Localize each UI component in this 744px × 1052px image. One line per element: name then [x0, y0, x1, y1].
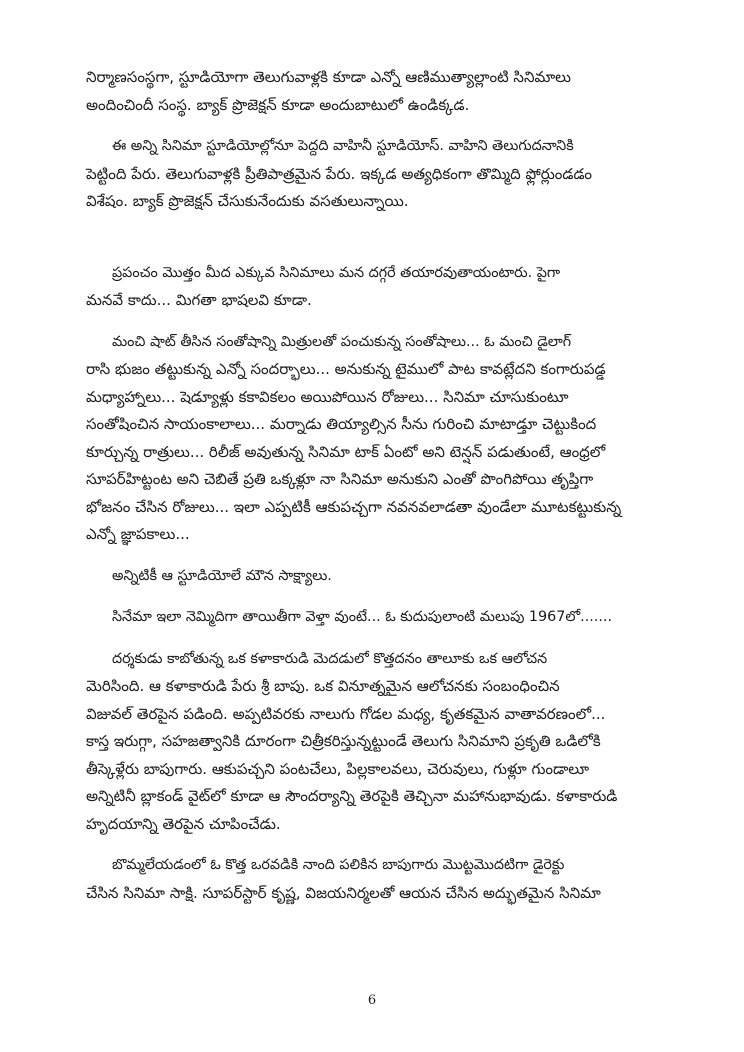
text-line: తీస్కెళ్లేరు బాపుగారు. ఆకుపచ్చని పంటచేలు, పిల్లకాలవలు, చెరువులు, గుళ్లూ గుండాలూ: [86, 759, 589, 778]
text-line: నిర్మాణసంస్థగా, స్టూడియోగా తెలుగువాళ్లకి కూడా ఎన్నో ఆణిముత్యాల్లాంటి సినిమాలు: [86, 68, 571, 86]
text-line: భోజనం చేసిన రోజులు... ఇలా ఎప్పటికీ ఆకుపచ్చగా నవనవలాడతా వుండేలా మూటకట్టుకున్న: [86, 497, 622, 516]
paragraph: [86, 646, 672, 839]
paragraph: [86, 852, 672, 907]
text-line: మెరిసింది. ఆ కళాకారుడి పేరు శ్రీ బాపు. ఒక వినూత్నమైన ఆలోచనకు సంబంధించిన: [86, 677, 560, 695]
text-line: విశేషం. బ్యాక్ ప్రొజెక్షన్ చేసుకునేందుకు వసతులున్నాయి.: [86, 192, 409, 210]
text-line: అందించిందీ సంస్థ. బ్యాక్ ప్రొజెక్షన్ కూడా అందుబాటులో ఉండిక్కడ.: [86, 95, 470, 114]
paragraph: [86, 260, 672, 315]
paragraph: [86, 64, 672, 119]
text-line: హృదయాన్ని తెరపైన చూపించేడు.: [86, 814, 281, 833]
text-line: బొమ్మలేయడంలో ఓ కొత్త ఒరవడికి నాంది పలికిన బాపుగారు మొట్టమొదటిగా డైరెక్టు: [112, 857, 565, 873]
text-line: సూపర్‌హిట్టంట అని చెబితే ప్రతి ఒక్కళ్లూ నా సినిమా అనుకుని ఎంతో పొంగిపోయి తృప్తిగా: [86, 470, 594, 488]
text-line: ఈ అన్ని సినిమా స్టూడియోల్లోనూ పెద్దది వాహినీ స్టూడియోస్. వాహిని తెలుగుదనానికి: [112, 138, 574, 154]
text-line: అన్నిటినీ బ్లాకండ్ వైట్‌లో కూడా ఆ సౌందర్యాన్ని తెరపైకి తెచ్చినా మహానుభావుడు. కళాకారుడి: [86, 787, 618, 805]
text-line: ఎన్నో జ్ఞాపకాలు...: [86, 525, 190, 543]
text-line: మధ్యాహ్నాలు... షెడ్యూళ్లు కకావికలం అయిపోయిన రోజులు... సినిమా చూసుకుంటూ: [86, 387, 569, 406]
text-line: ప్రపంచం మొత్తం మీద ఎక్కువ సినిమాలు మన దగ్గరే తయారవుతాయంటారు. పైగా: [112, 264, 561, 281]
page-number: 6: [367, 993, 377, 1008]
text-line: కాస్త ఇరుగ్గా, సహజత్వానికి దూరంగా చిత్రీకరిస్తున్నట్టుండే తెలుగు సినిమాని ప్రకృతి ఒడిలోకి: [86, 732, 601, 750]
paragraph: [86, 563, 672, 591]
body-text: [86, 64, 672, 921]
paragraph: [86, 133, 672, 216]
text-line: చేసిన సినిమా సాక్షి. సూపర్‌స్టార్ కృష్ణ, విజయనిర్మలతో ఆయన చేసిన అద్భుతమైన సినిమా: [86, 883, 601, 902]
text-line: సినేమా ఇలా నెమ్మిదిగా తాయితీగా వెళ్తా వుంటే... ఓ కుదుపులాంటి మలుపు 1967లో.......: [112, 609, 613, 625]
text-line: దర్శకుడు కాబోతున్న ఒక కళాకారుడి మెదడులో కొత్తదనం తాలూకు ఒక ఆలోచన: [112, 650, 548, 667]
text-line: మనవే కాదు... మిగతా భాషలవి కూడా.: [86, 291, 312, 309]
paragraph: [86, 604, 672, 632]
text-line: విజువల్ తెరపైన పడింది. అప్పటివరకు నాలుగు గోడల మధ్య, కృతకమైన వాతావరణంలో...: [86, 704, 606, 723]
paragraph: [86, 329, 672, 549]
text-line: అన్నిటికీ ఆ స్టూడియోలే మౌన సాక్ష్యాలు.: [112, 567, 332, 584]
text-line: సంతోషించిన సాయంకాలాలు... మర్నాడు తియ్యాల్సిన సీను గురించి మాటాడ్తూ చెట్టుకింద: [86, 415, 597, 433]
text-line: పెట్టింది పేరు. తెలుగువాళ్లకి ప్రీతిపాత్రమైన పేరు. ఇక్కడ అత్యధికంగా తొమ్మిది ఫ్లోర్లుండడం: [86, 164, 592, 183]
text-line: మంచి షాట్ తీసిన సంతోషాన్ని మిత్రులతో పంచుకున్న సంతోషాలు... ఓ మంచి డైలాగ్: [112, 333, 572, 350]
text-line: కూర్చున్న రాత్రులు... రిలీజ్ అవుతున్న సినిమా టాక్ ఏంటో అని టెన్షన్ పడుతుంటే, ఆంధ్రలో: [86, 442, 606, 461]
text-line: రాసి భుజం తట్టుకున్న ఎన్నో సందర్భాలు... అనుకున్న టైములో పాట కావట్లేదని కంగారుపడ్డ: [86, 360, 606, 378]
